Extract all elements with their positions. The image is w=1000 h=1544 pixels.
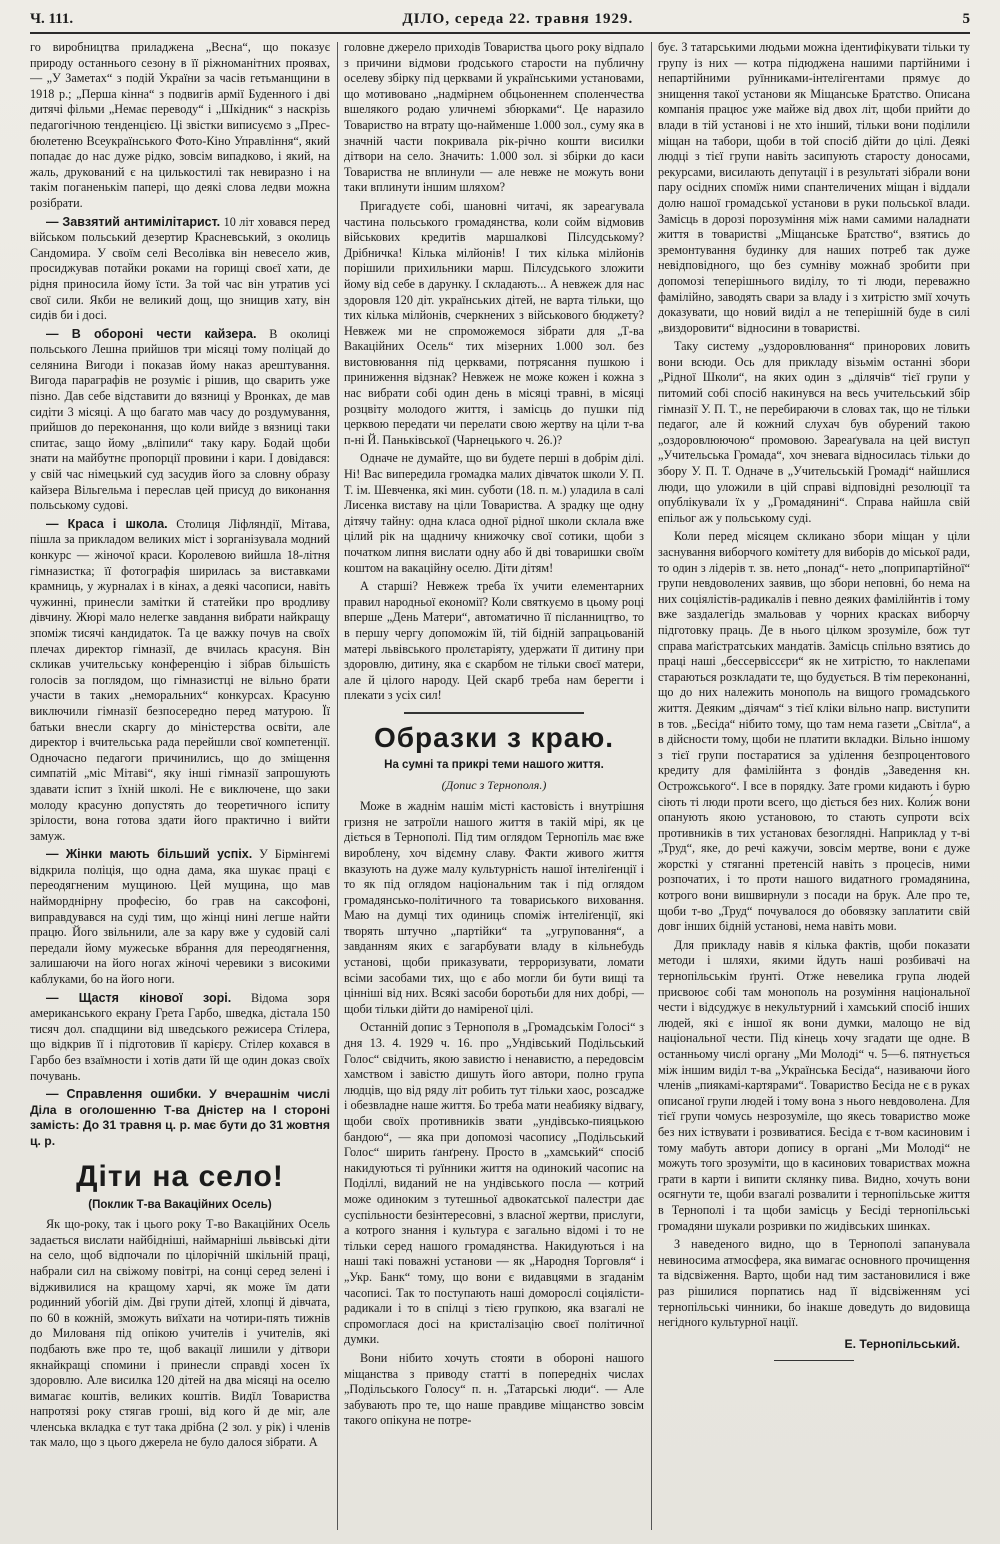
paragraph: головне джерело приходів Товариства цього року відпало з причини відмови ґродського старости на публичну оселеву збірку під церквами й українськими установами, що мотивовано „надмірнем обцьоненнем споленчества вшелякого родаю уличнемі збюрками“. Це наразило Товариство на втрату що-найменше 1.000 зол., суму яка в значній части покривала рік-річно кошти висилки дітвори на село. Значить: 1.000 зол. зі збірки до каси Товариства не вплинули — але невже не можуть вони таки вплинути іншим шляхом? <box>344 40 644 195</box>
article-subtitle: На сумні та прикрі теми нашого життя. <box>384 758 604 771</box>
article-source-note: (Допис з Тернополя.) <box>441 777 547 792</box>
item-heading: — Завзятий антимілітарист. <box>46 214 221 229</box>
paragraph: Вони нібито хочуть стояти в обороні нашого міщанства з приводу статті в попередніх числах „Подільського Голосу“ п. н. „Татарські люди“. — Але забувають про те, що наше правдиве міщанство зовсім такого опікуна не потре- <box>344 1350 644 1428</box>
paragraph: А старші? Невжеж треба їх учити елементарних правил народньої економії? Коли святкуємо в цьому році вперше „День Матери“, автоматично її післанництво, то в першу чергу допоможім їй, тій бідній запрацьованій матері львівського пролєтаріяту, удержати її дитину при здоровлю, дитину, яка є скарбом не тільки своєї матери, але й цілого народу. Цей скарб треба нам берегти і плекати з усіх сил! <box>344 579 644 703</box>
news-item <box>30 1087 330 1149</box>
item-body: У Бірмінгемі відкрила поліція, що одна дама, яка шукає праці є переодягненим мущиною. Цей мущина, що мав найморднірну професію, бо грав на саксофоні, виправдувався на суді тим, що жінці нині легше найти працю. Його звільнили, але за кару вже у судовій салі передали йому мужеське вбрання для переодягнення, залишаючи на його ногах жіночі черевики з високими каблуками, бо на його ноги. <box>30 847 330 987</box>
news-item <box>30 517 330 844</box>
column-divider <box>337 42 338 1530</box>
item-body: У вчерашнім числі Діла в оголошенню Т-ва Дністер на I стороні замість: До 31 травня ц. р. має бути до 31 жовтня ц. р. <box>30 1087 330 1148</box>
column-divider <box>651 42 652 1530</box>
issue-number: Ч. 111. <box>30 10 74 27</box>
item-heading: — Жінки мають більший успіх. <box>46 847 253 862</box>
paragraph: го виробництва приладжена „Весна“, що показує природу останнього сезону в її ріжноманітних проявах, — „У Заметах“ з подій України за часів гетьманщини в 1918 р.; „Перша кінна“ з подвигів армії Буденного і дві дитячі фільми „Немає переводу“ і „Шкідник“ з наскрізь педагогічною тенденцією. Ці звістки виписуємо з „Прес-бюлетеню Всеукраїнського Фото-Кіно Управління“, який попадає до нас дуже рідко, зовсім випадково, і який, на жаль, друкований є на цилькостилі так невиразно і на такім поганенькім папері, що деякі слова ледви можна розібрати. <box>30 40 330 210</box>
paragraph: Одначе не думайте, що ви будете перші в добрім ділі. Ні! Вас випередила громадка малих дівчаток школи У. П. Т. ім. Шевченка, які мин. суботи (18. п. м.) уладила в салі Лисенка виставу на ціли Товариства. А зрадку ще одну дітячу тайну: одна класа одної рідної школи склала вже цілий рік на щадничу книжочку свої сотики, щоби з початком липня вислати одну або й дві товаришки своїм коштом на вакаційну оселю. Діти дітям! <box>344 451 644 575</box>
section-divider <box>404 712 584 714</box>
item-heading: — Щастя кінової зорі. <box>46 990 232 1005</box>
article-title: Образки з краю. <box>373 721 615 753</box>
masthead-date: ДІЛО, середа 22. травня 1929. <box>402 10 634 27</box>
paragraph: Останній допис з Тернополя в „Громадськім Голосі“ з дня 13. 4. 1929 ч. 16. про „Ундівський Подільський Голос“ свідчить, якою завистю і ненавистю, а передовсім хамством і завістю дишуть його автори, полно група людців, що від ряду літ робить тут тільки хаос, розсадже і обезвладне наше життя. Бо треба мати неабияку відвагу, щоби своїх противників звати „ундівсько-пияцькою бандою“, — яка при допомозі часопису „Подільський Голос“ ширить ґанґрену. Просто в „хамський“ спосіб накидуються ті руїнники життя на одинокий часопис на Поділлі, виданий не на ундівського посла — котрий може одиноким з тутешньої адвокатської палестри дає суспільности безінтересовні, з власної жертви, прислуги, а котрого знання і культура є загально відомі і то не тільки серед нашого громадянства. Накидуються і на наші такі поважні установи — як „Народня Торговля“ і „Укр. Банк“ тому, що вони є видавцями в згаданім часописі. Так то поступають наші доморослі соціялісти-радикали і то в спілці з тією групкою, яка взагалі не спромоглася досі на кристалізацію своєї політичної думки. <box>344 1020 644 1347</box>
column-3 <box>658 40 970 1534</box>
paragraph: Таку систему „уздоровлювання“ принорових ловить вони всюди. Ось для прикладу візьмім останні збори „Рідної Школи“, на яких один з „ділячів“ тієї групи у питомий собі спосіб накинувся на весь учительський збір гімназії У. П. Т., не перебираючи в словах так, що не тільки педагог, але й кожний слухач був обурений такою „оздоровлюючою“ промовою. Зареаґувала на цей виступ „Учительська Громада“, хоч зневага відносилась тільки до збору У. П. Т. Одначе в „Учительській Громаді“ найшлися люди, що уложили в цій справі відповідні резолюції та опублікували їх у „Громадянині“. Справа найшла свій епільог аж у польському суді. <box>658 339 970 525</box>
paragraph: Пригадуєте собі, шановні читачі, як зареагувала частина польського громадянства, коли сойм відмовив військових кредитів маршалкові Пілсудському? Дрібничка! Кілька мілйонів! І тих кілька мілйонів порішили прихильники марш. Пілсудського зложити йому від себе в дарунку. І складають... А невжеж для нас здоровля 120 діт. українських дітей, не варта тільки, що тих кілька мілйонів, счеркнених з військового бюджету? Невжеж ми не спроможемося зібрати для „Т-ва Вакаційних Осель“ тих мізерних 1.000 зол. без вистовювання під церквами, потрясання пушкою і приниження відзнак? Невжеж не може кожен і кожна з нас вибрати собі один день в місяці травні, в місяці розцвіту молодого життя, і замісць до пушки під церквою передати чи перелати свою жертву на ціли т-ва п-ні Й. Паньківської (Чарнецького ч. 26.)? <box>344 198 644 447</box>
item-body: Відома зоря американського екрану Грета Гарбо, шведка, дістала 150 тисяч дол. спадщини від шведського режисера Стілера, що відкрив її і підготовив її карієру. Стілер кохався в Гарбо без взаїмности і хотів дати їй ще один доказ своїх почувань. <box>30 990 330 1083</box>
paragraph: Як що-року, так і цього року Т-во Вакаційних Осель задається вислати найбідніші, наймарніші львівські діти на село, щоб відпочали по цілорічній шкільній праці, набрали сил на свіжому повітрі, на сонці серед зелені і відживилися на кращому харчі, як може їм дати родинний убогій дім. Дві групи дітей, хлопці й дівчата, по 60 в кожній, зможуть виїхати на чотири-пять тижнів до Милованя під опікою учителів і учителів, які подбають вже про те, щоб вакації лишили у дітвори якнайкращі спомини і принесли справді хосен їх здоровлю. Але висилка 120 дітей на два місяці на оселю вимагає коштів, великих коштів. Видїл Товариства напротязі року стягав гроші, від кого й де міг, але членська вкладка є тут така дрібна (2 зол. у рік) і членів так мало, що з цього джерела не було далося зібрати. А <box>30 1217 330 1450</box>
article-title: Діти на село! <box>76 1159 284 1193</box>
paragraph: З наведеного видно, що в Тернополі запанувала невиносима атмосфера, яка вимагає основного прочищення та відсвіження. Варто, щоби над тим застановилися і вже раз рішилися порпатись над її відсвіженням усі тернопільські чинники, бо інакше доведуть до видовища негідного культурної нації. <box>658 1237 970 1330</box>
page-number: 5 <box>962 10 970 27</box>
item-heading: — Краса і школа. <box>46 516 168 531</box>
news-item <box>30 991 330 1085</box>
column-2 <box>344 40 644 1534</box>
author-signature: Е. Тернопільський. <box>844 1336 960 1351</box>
paragraph: Коли перед місяцем скликано збори міщан у ціли заснування виборчого комітету для виборів до міської ради, то один з лідерів т. зв. нето „понад“- нето „поприпартійної“ групи невдоволених заявив, що збори неповні, бо нема на них соціялістів-радикалів і певно деяких фамілійнтів і тому вже заздалегідь змальовав у чорних красках виборчу підготовку праць. Де в нього цілком зрозуміле, бож тут справа маґістратських мандатів. Замісць спільно взятись до праці наші „бессервіссєри“ як не хитрістю, то наклепами стараються розкладати те, що будується. В тім переконанні, що до них належить монополь на вищого громадського життя. Деяким „діячам“ з тієї кліки вільно напр. виступити в тов. „Бесіда“ нібито тому, що там нема газети „Світла“, а в дійсности тому, щоби не платити вкладки. Вільно іншому з тієї групи постаратися за уділення безпроцентового кредиту для фамілійнта з фондів „Заведення кн. Острожського“. І все в порядку. Зате громи кидають і бурю сіють ті люди проти всего, що діється без них. Коли́ж вони опанують якою установою, то стають супроти всіх противників в тих установах безоглядні. Наприклад у т-ві „Труд“, яке, до речі кажучи, зовсім мертве, вони є дуже жорсткі у стяганні претенсій навіть з процесів, ними розпочатих, і то проти нашого видатного громадянина, котрого вони вишвирнули з посади на брук. Але про те, щоби т-во „Труд“ почувалося до обовязку заплатити свій довг інших бідній установі, нема навіть мови. <box>658 529 970 934</box>
news-item <box>30 847 330 987</box>
news-item <box>30 215 330 324</box>
page-header <box>30 6 970 34</box>
end-rule <box>774 1360 854 1361</box>
item-heading: — В обороні чести кайзера. <box>46 326 257 341</box>
paragraph: Може в жаднім нашім місті кастовість і внутрішня гризня не затроїли нашого життя в такій мірі, як це діється в Тернополі. Під тим оглядом Тернопіль має вже вироблену, хоч відємну славу. Факти живого життя вказують на дуже малу культурність нашої інтеліґенції і то як під оглядом національним так і під оглядом громадянсько-політичного та товариського виховання. Маю на думці тих одиниць споміж інтеліґенції, які творять штучно „партійки“ та „угруповання“, а завданням яких є загарбувати владу в кільнебудь установі, щоби приказувати, терроризувати, ломати всіми засобами тих, що є або могли би бути вищі та цінніші від них. Всякі засоби боротьби для них добрі, — щоби тільки дійти до наміреної цілі. <box>344 799 644 1016</box>
item-body: В околиці польського Лешна прийшов три місяці тому поліцай до селянина Вигоди і показав йому наказ арештування. Вигода параграфів не розуміє і рішив, що сварить уже пізно. Дав себе відставити до вязниці у Вронках, де мав сидіти 3 місяці. А що багато мав часу до роздумування, прийшов до переконання, що коли вийде з вязниці таки спитає, защо йому „вліпили“ таку кару. Бодай щоби знати на майбутнє пропорції провини і кари. І довідався: у свій час німецький суд засудив його за словну образу кайзера Вільгельма і переслав цей присуд до виконання польському судові. <box>30 326 330 513</box>
item-body: Столиця Ліфляндії, Мітава, пішла за прикладом великих міст і зорганізувала модний конкурс — жіночої краси. Королевою вийшла 18-літня гімназистка; її фотографія ширилась за виставками крамниць, у журналах і в кінах, а деякі часописи, навіть чужинні, принесли замітки й статейки про вродливу дівчину. Жюрі мало нелегке завдання вибрати найкращу зпоміж тисячі кандидаток. Та це важку почув на своїх плечах директор гімназії, де вчилась красуня. Він скликав учительську конференцію і зібрав більшість голосів за поглядом, що гімназистці не вільно брати участи в таких „неморальних“ конкурсах. Красуню виключили гімназії безпосередно перед матурою. Її батьки внесли скаргу до міністерства освіти, але директор і вчительська рада перейшли свої компетенції. Одночасно педагоги причинились, що до зміщення симпатій „міс Мітаві“, яку інші гімназії запрошують здавати іспит з їхній школі. Не є виключене, що заки молоду красуню допустять до теоретичного іспиту зрілости, вона готова здати його практично і вийти замуж. <box>30 516 330 843</box>
article-subtitle: (Поклик Т-ва Вакаційних Осель) <box>88 1198 272 1211</box>
paragraph: бує. З татарськими людьми можна ідентифікувати тільки ту групу із них — котра підюджена нашими партійними і непартійними руїнниками-інтелігентами прямує до знищення такої установи як Міщанське Братство. Описана компанія працює уже майже від двох літ, щоби прийти до влади в тій установі і не хто інший, тільки вони поділили міщан на табори, щоби в той спосіб дійти до цілі. Деякі людці з тієї групи навіть засипують старосту доносами, рекурсами, висилають депутації і в результаті зібрали вони пару осідних спомїж ними спантеличених міщан і віддали долю нашої громадської установи в руки польської влади. Замісць в дорозі порозуміння між нами самими наладнати життя в товаристві „Міщанське Братство“, взятись до зремонтування будинку для наших потреб так дуже невідповідного, що без сумніву можнаб зробити при допомозі теперішнього виділу, то ті люди, переважно фамілійно, заводять свари за владу і з хитрістю змії хочуть доказувати, що новий виділ а не теперішній буде в силі „виздоровити“ відносини в товаристві. <box>658 40 970 335</box>
item-heading: — Справлення ошибки. <box>46 1087 202 1102</box>
column-1 <box>30 40 330 1534</box>
item-body: 10 літ ховався перед військом польський дезертир Красневський, з околиць Сандомира. У своїм селі Весолівка він невесело жив, просиджував потайки роками на горищі своєї хати, де рідня приносила йому їсти. За той час він утратив усі свої сили. Якби не великий дощ, що знищив хату, він сидів би і досі. <box>30 214 330 323</box>
news-item <box>30 327 330 514</box>
paragraph: Для прикладу навів я кілька фактів, щоби показати методи і шляхи, якими йдуть наші розбивачі на тернопільськім ґрунті. Отже невелика група людей присвоює собі там монополь на розуміння національної чести і відсуджує в некультурний і хамський спосіб інших людей, які є іншої як вони думки, малощо не від національної чести. Під кінець хочу згадати ще одне. В останньому числі органу „Ми Молоді“ ч. 5—6. пятнується між іншим виділ т-ва „Українська Бесіда“, називаючи його членів „пиякамі-картярами“. Товариство Бесіда не є в руках описаної групи людей і тому вона з нього невдоволена. Для тієї групи чомусь незрозуміле, що якесь товариство може без них іствувати і розвиватися. Бесіда є т-вом касиновим і тому мабуть автори допису в органі „Ми Молоді“ не можуть того зрозуміти, що в касинових товариствах можна грати в карти і випити склянку пива. Видно, хочуть вони осягнути те, щоби взагалі розвалити і тернопільське життя в Тернополі і та щоби замісць у Бесіді тернопільські громадяни шукали розривки по жидівських шинках. <box>658 937 970 1233</box>
